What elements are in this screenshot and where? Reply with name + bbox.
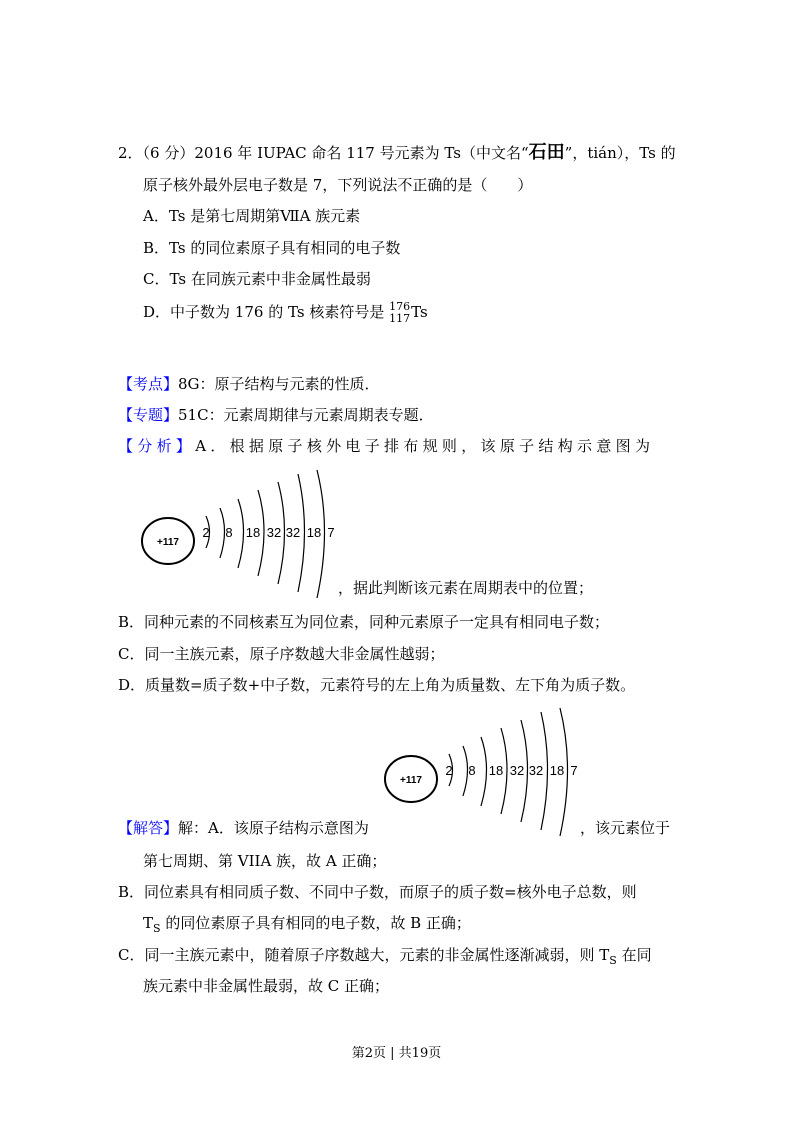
option-a: A．Ts 是第七周期第ⅦA 族元素 bbox=[143, 207, 361, 225]
question-line-2: 原子核外最外层电子数是 7，下列说法不正确的是（ ） bbox=[143, 176, 533, 194]
fenxi-after-diagram: ，据此判断该元素在周期表中的位置； bbox=[338, 579, 594, 597]
jieda-c-text: C．同一主族元素中，随着原子序数越大，元素的非金属性逐渐减弱，则 T bbox=[118, 946, 610, 964]
kaodian-text: 8G：原子结构与元素的性质． bbox=[178, 375, 380, 393]
jieda-line bbox=[118, 818, 369, 838]
shell-label-2: 8 bbox=[468, 763, 476, 778]
shell-label-6: 18 bbox=[306, 525, 322, 540]
shell-label-1: 2 bbox=[202, 525, 210, 540]
jieda-c-line-2: 族元素中非金属性最弱，故 C 正确； bbox=[143, 977, 390, 995]
jieda-intro: 解：A．该原子结构示意图为 bbox=[178, 819, 369, 837]
nucleus-label: +117 bbox=[400, 775, 422, 786]
shell-label-7: 7 bbox=[570, 763, 578, 778]
jieda-c-text-end: 在同 bbox=[616, 946, 652, 964]
ts-subscript: S bbox=[609, 954, 617, 967]
nuclide-symbol: Ts bbox=[411, 303, 428, 321]
jieda-b-line-1: B．同位素具有相同质子数、不同中子数，而原子的质子数=核外电子总数，则 bbox=[118, 883, 637, 901]
question-text-b: ”，tián），Ts 的 bbox=[564, 144, 676, 162]
option-b: B．Ts 的同位素原子具有相同的电子数 bbox=[143, 239, 401, 257]
kaodian-tag: 【考点】 bbox=[118, 375, 179, 393]
shell-label-6: 18 bbox=[549, 763, 565, 778]
fenxi-c: C．同一主族元素，原子序数越大非金属性越弱； bbox=[118, 645, 445, 663]
shell-label-7: 7 bbox=[327, 525, 335, 540]
jieda-tag: 【解答】 bbox=[118, 819, 179, 837]
kaodian-line bbox=[118, 374, 380, 394]
shell-label-4: 32 bbox=[266, 525, 282, 540]
fenxi-text: A．根据原子核外电子排布规则，该原子结构示意图为 bbox=[195, 437, 655, 455]
option-c: C．Ts 在同族元素中非金属性最弱 bbox=[143, 270, 371, 288]
fenxi-line bbox=[118, 436, 654, 456]
jieda-c-line-1 bbox=[118, 945, 652, 971]
option-d-text: D．中子数为 176 的 Ts 核素符号是 bbox=[143, 303, 385, 321]
nuclide-numbers bbox=[389, 301, 410, 325]
shell-label-5: 32 bbox=[528, 763, 544, 778]
fenxi-tag: 【分析】 bbox=[118, 437, 196, 455]
atomic-structure-diagram-2 bbox=[378, 706, 588, 841]
shell-label-1: 2 bbox=[445, 763, 453, 778]
shell-label-4: 32 bbox=[509, 763, 525, 778]
page-footer: 第2页 | 共19页 bbox=[351, 1046, 442, 1061]
shell-label-5: 32 bbox=[285, 525, 301, 540]
ts-symbol: T bbox=[143, 914, 154, 932]
shell-label-3: 18 bbox=[245, 525, 261, 540]
mass-number: 176 bbox=[389, 300, 411, 313]
jieda-b-line-2 bbox=[143, 913, 471, 939]
shell-label-3: 18 bbox=[488, 763, 504, 778]
atomic-structure-diagram-1 bbox=[135, 468, 345, 603]
zhuanti-tag: 【专题】 bbox=[118, 406, 179, 424]
ts-subscript: S bbox=[153, 922, 161, 935]
jieda-after-diagram: ，该元素位于 bbox=[580, 819, 671, 837]
zhuanti-line bbox=[118, 405, 434, 425]
ts-chinese-glyph: 石田 bbox=[528, 142, 565, 163]
zhuanti-text: 51C：元素周期律与元素周期表专题． bbox=[178, 406, 434, 424]
option-d bbox=[143, 301, 428, 325]
question-line-1 bbox=[118, 143, 676, 163]
jieda-b-text: 的同位素原子具有相同的电子数，故 B 正确； bbox=[160, 914, 471, 932]
fenxi-b: B．同种元素的不同核素互为同位素，同种元素原子一定具有相同电子数； bbox=[118, 613, 610, 631]
fenxi-d: D．质量数=质子数+中子数，元素符号的左上角为质量数、左下角为质子数。 bbox=[118, 676, 636, 694]
question-text-a: 2．（6 分）2016 年 IUPAC 命名 117 号元素为 Ts（中文名“ bbox=[118, 144, 529, 162]
jieda-a-cont: 第七周期、第 VIIA 族，故 A 正确； bbox=[143, 852, 387, 870]
nucleus-label: +117 bbox=[157, 537, 179, 548]
atomic-number: 117 bbox=[389, 312, 411, 325]
shell-label-2: 8 bbox=[225, 525, 233, 540]
